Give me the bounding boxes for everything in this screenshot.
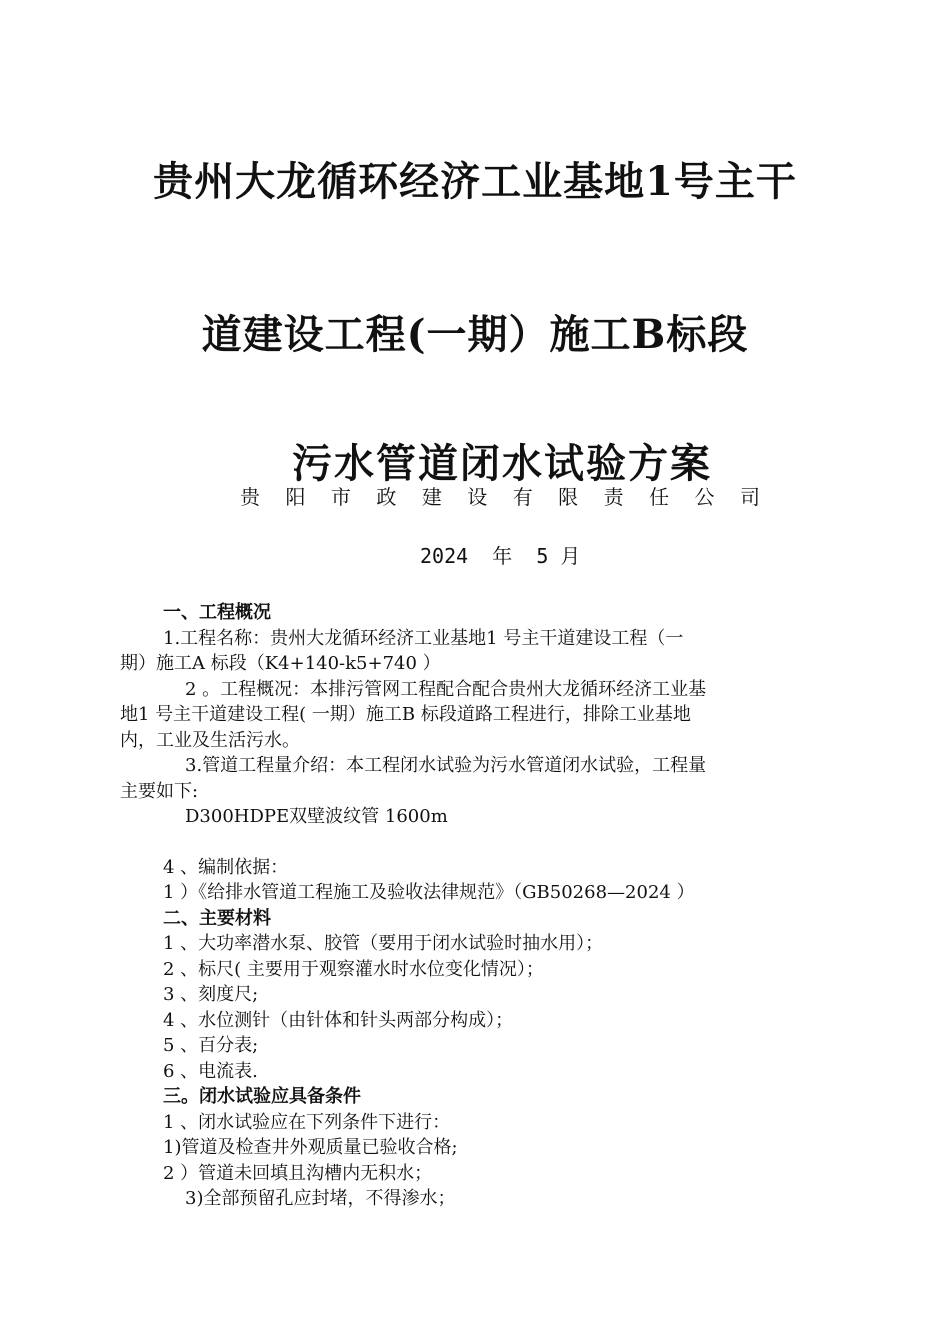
body-line: 1.工程名称：贵州大龙循环经济工业基地1 号主干道建设工程（一 — [163, 627, 684, 649]
body-line: 期）施工A 标段（K4+140-k5+740 ） — [120, 653, 441, 674]
company-char: 司 — [739, 485, 760, 509]
company-char: 建 — [421, 485, 442, 509]
list-item: 3 、刻度尺; — [163, 984, 259, 1005]
company-char: 贵 — [240, 485, 260, 509]
company-char: 限 — [558, 485, 579, 509]
company-char: 政 — [376, 485, 397, 509]
blank-line — [120, 830, 838, 855]
list-item: 1 、大功率潜水泵、胶管（要用于闭水试验时抽水用）； — [163, 933, 604, 954]
document-body — [120, 600, 838, 1212]
list-item: 5 、百分表; — [163, 1035, 259, 1056]
list-item: 4 、水位测针（由针体和针头两部分构成）； — [163, 1009, 514, 1031]
list-item: 3)全部预留孔应封堵，不得渗水； — [185, 1188, 456, 1209]
title-line-1: 贵州大龙循环经济工业基地1号主干 — [153, 158, 797, 205]
body-line: 内，工业及生活污水。 — [120, 729, 300, 751]
body-line: 3.管道工程量介绍：本工程闭水试验为污水管道闭水试验，工程量 — [185, 755, 707, 776]
section-heading: 二、主要材料 — [163, 907, 271, 929]
company-char: 阳 — [285, 485, 306, 509]
body-line: 主要如下: — [120, 780, 199, 802]
company-name — [240, 481, 760, 510]
list-item: 6 、电流表. — [163, 1060, 258, 1082]
list-item: 2 、标尺( 主要用于观察灌水时水位变化情况）； — [163, 958, 544, 980]
body-line: D300HDPE双壁波纹管 1600m — [185, 806, 448, 827]
title-line-3: 污水管道闭水试验方案 — [292, 440, 712, 487]
list-item: 1)管道及检查井外观质量已验收合格; — [163, 1137, 458, 1158]
company-char: 设 — [467, 485, 488, 509]
company-char: 市 — [330, 485, 351, 509]
body-line: 4 、编制依据： — [163, 856, 289, 878]
company-char: 任 — [649, 485, 670, 509]
body-line: 2 。工程概况：本排污管网工程配合配合贵州大龙循环经济工业基 — [185, 678, 707, 700]
document-date: 2024 年 5 月 — [420, 544, 581, 568]
title-line-2: 道建设工程(一期）施工B标段 — [201, 311, 749, 358]
company-char: 有 — [512, 485, 533, 509]
section-heading: 一、工程概况 — [163, 602, 271, 623]
company-char: 公 — [694, 485, 715, 509]
body-line: 地1 号主干道建设工程( 一期）施工B 标段道路工程进行，排除工业基地 — [120, 704, 691, 725]
section-heading: 三。闭水试验应具备条件 — [163, 1086, 361, 1107]
list-item: 1 、闭水试验应在下列条件下进行： — [163, 1111, 451, 1133]
list-item: 2 ）管道未回填且沟槽内无积水； — [163, 1162, 433, 1184]
body-line: 1 ）《给排水管道工程施工及验收法律规范》（GB50268—2024 ） — [163, 882, 695, 903]
company-char: 责 — [603, 485, 624, 509]
